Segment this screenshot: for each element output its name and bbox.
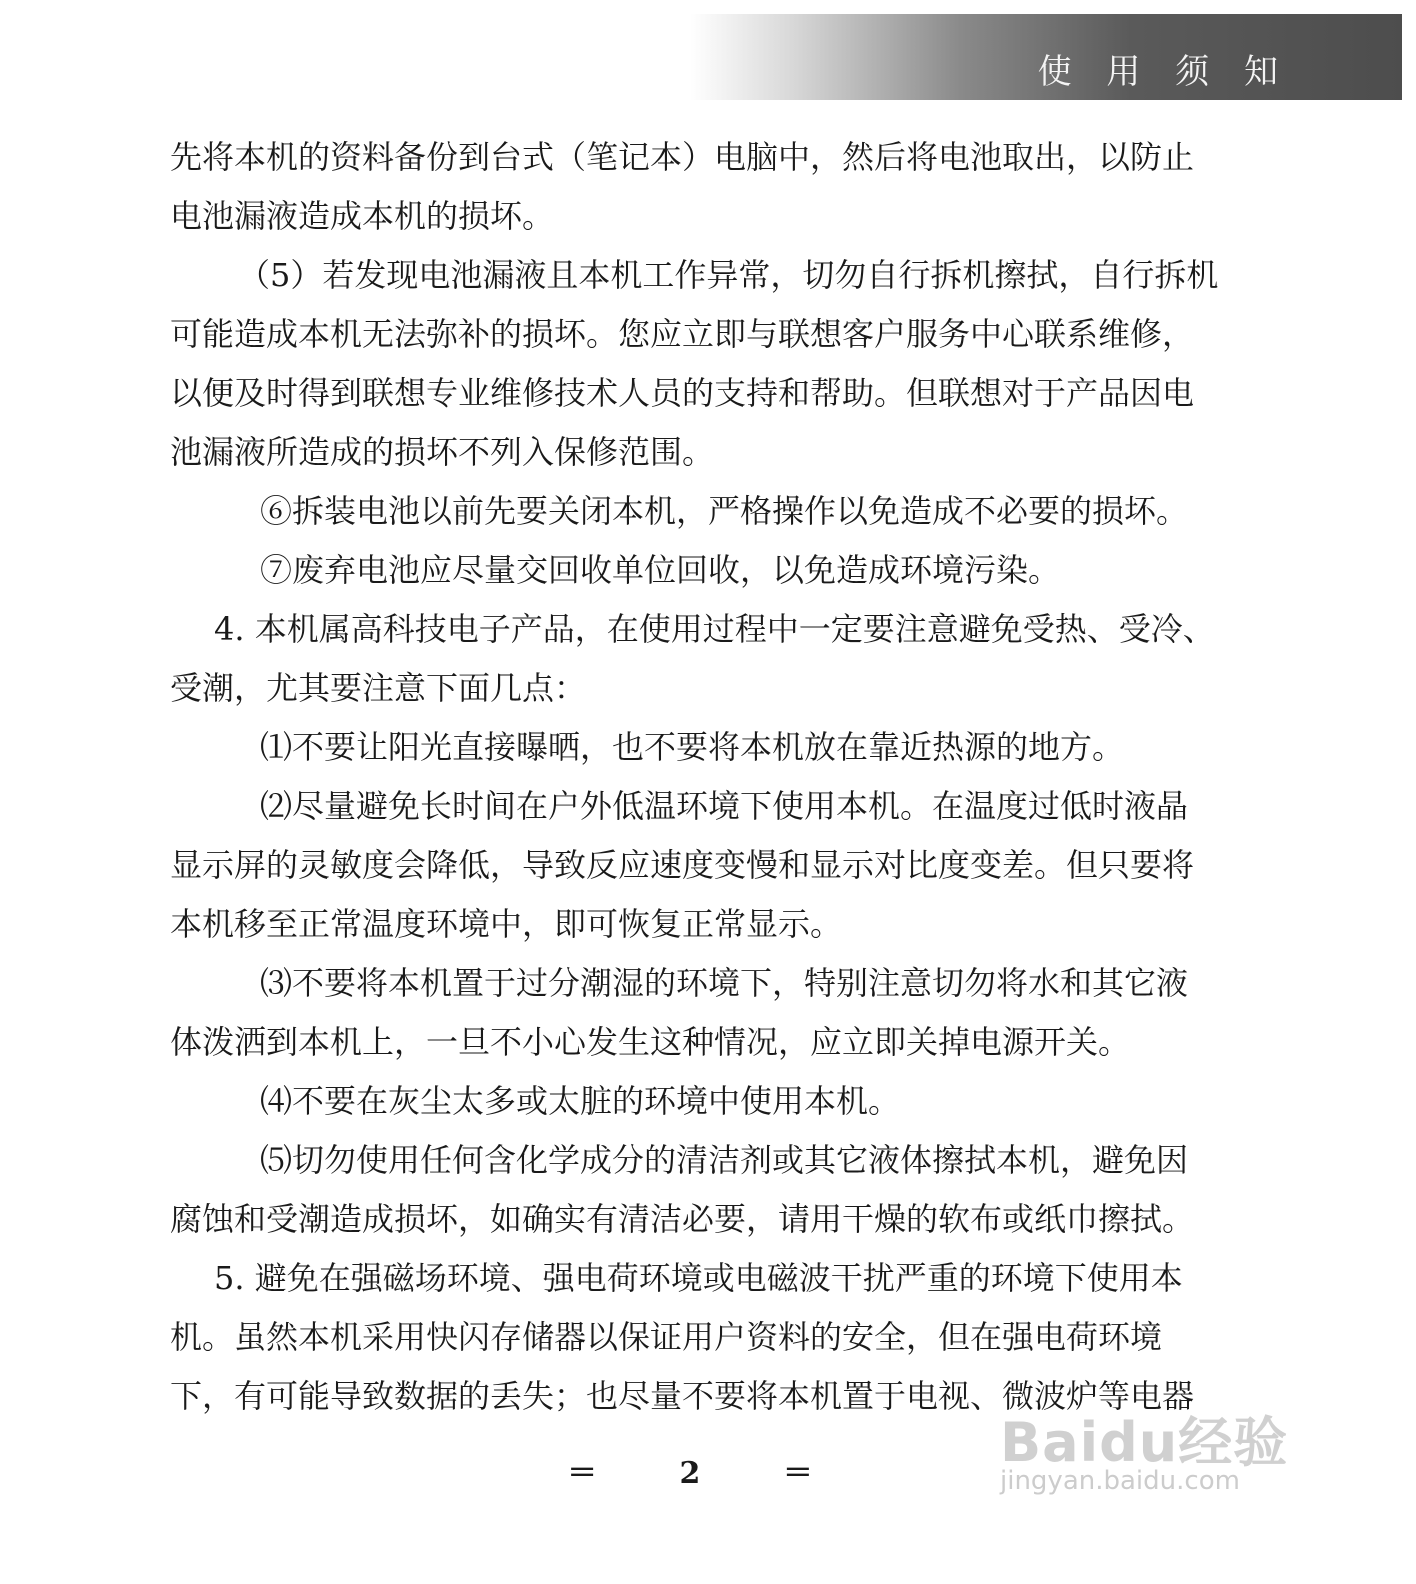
text-line: 腐蚀和受潮造成损坏，如确实有清洁必要，请用干燥的软布或纸巾擦拭。 — [170, 1200, 1195, 1238]
text-line: 受潮，尤其要注意下面几点： — [170, 669, 587, 707]
paragraph — [170, 482, 1310, 541]
text-line: 先将本机的资料备份到台式（笔记本）电脑中，然后将电池取出，以防止 — [170, 138, 1195, 176]
watermark-logo: Baidu经验 — [1000, 1411, 1289, 1474]
text-line: 4. 本机属高科技电子产品，在使用过程中一定要注意避免受热、受冷、 — [214, 610, 1215, 648]
paragraph — [170, 541, 1310, 600]
text-line: 本机移至正常温度环境中，即可恢复正常显示。 — [170, 905, 843, 943]
paragraph — [170, 246, 1310, 482]
paragraph — [170, 128, 1310, 246]
paragraph — [170, 954, 1310, 1072]
paragraph — [170, 1131, 1310, 1249]
text-line: ⑴不要让阳光直接曝晒，也不要将本机放在靠近热源的地方。 — [260, 728, 1125, 766]
page-number: ＝ 2 ＝ — [567, 1456, 849, 1491]
paragraph — [170, 600, 1310, 718]
text-line: ⑵尽量避免长时间在户外低温环境下使用本机。在温度过低时液晶 — [260, 787, 1189, 825]
text-line: （5）若发现电池漏液且本机工作异常，切勿自行拆机擦拭，自行拆机 — [238, 256, 1219, 294]
paragraph — [170, 718, 1310, 777]
watermark-url: jingyan.baidu.com — [1000, 1466, 1240, 1496]
text-line: 下，有可能导致数据的丢失；也尽量不要将本机置于电视、微波炉等电器 — [170, 1377, 1195, 1415]
text-line: 5. 避免在强磁场环境、强电荷环境或电磁波干扰严重的环境下使用本 — [214, 1259, 1183, 1297]
text-line: ⑷不要在灰尘太多或太脏的环境中使用本机。 — [260, 1082, 901, 1120]
text-line: 池漏液所造成的损坏不列入保修范围。 — [170, 433, 715, 471]
paragraph — [170, 777, 1310, 954]
text-line: 电池漏液造成本机的损坏。 — [170, 197, 555, 235]
header-band — [690, 14, 1402, 100]
text-line: 显示屏的灵敏度会降低，导致反应速度变慢和显示对比度变差。但只要将 — [170, 846, 1195, 884]
text-line: ⑶不要将本机置于过分潮湿的环境下，特别注意切勿将水和其它液 — [260, 964, 1189, 1002]
text-line: ⑸切勿使用任何含化学成分的清洁剂或其它液体擦拭本机，避免因 — [260, 1141, 1189, 1179]
text-line: 可能造成本机无法弥补的损坏。您应立即与联想客户服务中心联系维修， — [170, 315, 1195, 353]
text-line: 机。虽然本机采用快闪存储器以保证用户资料的安全，但在强电荷环境 — [170, 1318, 1163, 1356]
text-line: 以便及时得到联想专业维修技术人员的支持和帮助。但联想对于产品因电 — [170, 374, 1195, 412]
paragraph — [170, 1072, 1310, 1131]
text-line: ⑥拆装电池以前先要关闭本机，严格操作以免造成不必要的损坏。 — [260, 492, 1189, 530]
document-body — [170, 128, 1310, 1426]
page-section-title: 使 用 须 知 — [1037, 52, 1290, 92]
text-line: 体泼洒到本机上，一旦不小心发生这种情况，应立即关掉电源开关。 — [170, 1023, 1131, 1061]
text-line: ⑦废弃电池应尽量交回收单位回收，以免造成环境污染。 — [260, 551, 1061, 589]
